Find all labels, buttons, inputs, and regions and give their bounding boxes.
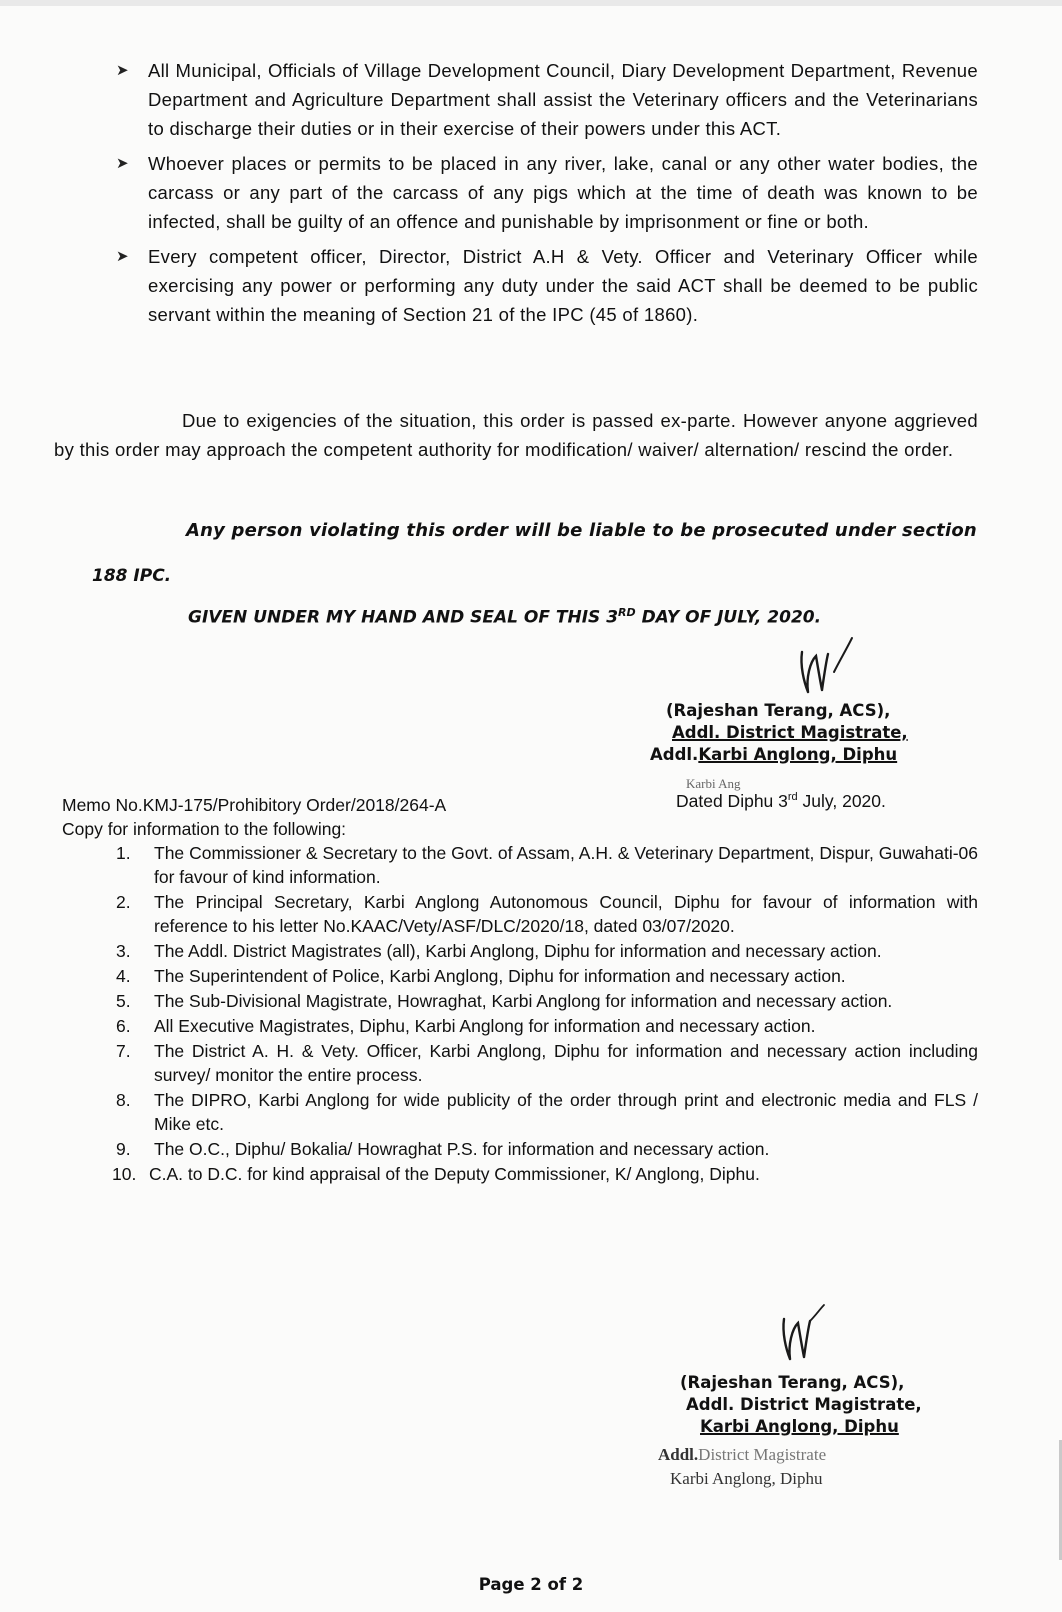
- list-number: 2.: [116, 892, 131, 912]
- list-number: 9.: [116, 1139, 131, 1159]
- list-item: [116, 841, 978, 889]
- list-number: 1.: [116, 843, 131, 863]
- given-under-hand: [188, 606, 821, 628]
- list-number: 3.: [116, 941, 131, 961]
- memo-date-text: Dated Diphu 3: [676, 791, 788, 811]
- bullet-list: [116, 56, 978, 335]
- signature-block-2: [680, 1372, 980, 1438]
- warning-line-2: 188 IPC.: [92, 566, 172, 586]
- memo-number: Memo No.KMJ-175/Prohibitory Order/2018/264-A: [62, 795, 447, 815]
- list-item: [116, 1039, 978, 1087]
- list-number: 6.: [116, 1016, 131, 1036]
- list-text: C.A. to D.C. for kind appraisal of the Deputy Commissioner, K/ Anglong, Diphu.: [149, 1164, 760, 1184]
- list-text: The Principal Secretary, Karbi Anglong Autonomous Council, Diphu for favour of information with reference to his letter No.KAAC/Vety/ASF/DLC/2020/18, dated 03/07/2020.: [154, 892, 978, 936]
- page-number: Page 2 of 2: [478, 1575, 584, 1594]
- list-number: 7.: [116, 1041, 131, 1061]
- bullet-item: [116, 242, 978, 329]
- list-text: The Commissioner & Secretary to the Govt. of Assam, A.H. & Veterinary Department, Dispur, Guwahati-06 for favour of kind information.: [154, 843, 978, 887]
- scan-top-edge: [0, 0, 1062, 6]
- signatory-name: (Rajeshan Terang, ACS),: [666, 701, 891, 720]
- seal-line-2: Karbi Anglong, Diphu: [670, 1469, 823, 1488]
- list-item: [112, 1162, 978, 1186]
- bullet-text: Whoever places or permits to be placed in any river, lake, canal or any other water bodies, the carcass or any part of the carcass of any pigs which at the time of death was known to be infected, shall be guilty of an offence and punishable by imprisonment or fine or both.: [148, 153, 978, 232]
- signatory-name: (Rajeshan Terang, ACS),: [680, 1373, 905, 1392]
- list-item: [116, 989, 978, 1013]
- bullet-item: [116, 56, 978, 143]
- arrow-bullet-icon: ➤: [116, 62, 129, 79]
- official-seal-stamp: [658, 1443, 826, 1491]
- list-text: The District A. H. & Vety. Officer, Karbi Anglong, Diphu for information and necessary action including survey/ monitor the entire process.: [154, 1041, 978, 1085]
- arrow-bullet-icon: ➤: [116, 248, 129, 265]
- place-text: Karbi Anglong, Diphu: [698, 745, 898, 764]
- list-number: 4.: [116, 966, 131, 986]
- signatory-place: [630, 744, 940, 766]
- list-text: The Addl. District Magistrates (all), Karbi Anglong, Diphu for information and necessary action.: [154, 941, 882, 961]
- list-number: 8.: [116, 1090, 131, 1110]
- bullet-text: All Municipal, Officials of Village Development Council, Diary Development Department, Revenue Department and Agriculture Department shall assist the Veterinary officers and the Veterinarians to discharge their duties or in their exercise of their powers under this ACT.: [148, 60, 978, 139]
- signatory-title: [630, 722, 940, 744]
- list-item: [116, 939, 978, 963]
- signature-icon: [790, 632, 860, 700]
- signatory-title: Addl. District Magistrate,: [686, 1395, 922, 1414]
- place-text: Karbi Anglong, Diphu: [700, 1417, 899, 1436]
- exparte-paragraph: Due to exigencies of the situation, this order is passed ex-parte. However anyone aggrieved by this order may approach the competent authority for modification/ waiver/ alternation/ rescind the order.: [54, 410, 978, 460]
- copy-for-heading: Copy for information to the following:: [62, 819, 347, 839]
- given-text: GIVEN UNDER MY HAND AND SEAL OF THIS 3: [188, 607, 619, 628]
- seal-stamp-text: Karbi Ang: [686, 776, 741, 791]
- signatory-place: [680, 1416, 980, 1438]
- list-number: 10.: [112, 1164, 137, 1184]
- given-ordinal: RD: [618, 606, 636, 619]
- memo-date-rest: July, 2020.: [797, 791, 886, 811]
- list-number: 5.: [116, 991, 131, 1011]
- list-text: The DIPRO, Karbi Anglong for wide publicity of the order through print and electronic media and FLS / Mike etc.: [154, 1090, 978, 1134]
- memo-date: [676, 791, 886, 812]
- arrow-bullet-icon: ➤: [116, 155, 129, 172]
- signature-icon: [770, 1297, 840, 1365]
- given-date: DAY OF JULY, 2020.: [635, 607, 822, 628]
- list-text: The Superintendent of Police, Karbi Anglong, Diphu for information and necessary action.: [154, 966, 846, 986]
- memo-date-ordinal: rd: [787, 791, 798, 804]
- copy-list: [112, 841, 978, 1187]
- list-item: [116, 1014, 978, 1038]
- list-text: The O.C., Diphu/ Bokalia/ Howraghat P.S. for information and necessary action.: [154, 1139, 770, 1159]
- signatory-title-text: Addl. District Magistrate,: [672, 723, 908, 742]
- list-item: [116, 1088, 978, 1136]
- bullet-text: Every competent officer, Director, District A.H & Vety. Officer and Veterinary Officer while exercising any power or performing any duty under the said ACT shall be deemed to be public servant within the meaning of Section 21 of the IPC (45 of 1860).: [148, 246, 978, 325]
- seal-title: District Magistrate: [698, 1445, 827, 1464]
- seal-prefix: Addl.: [658, 1445, 699, 1464]
- list-text: The Sub-Divisional Magistrate, Howraghat, Karbi Anglong for information and necessary action.: [154, 991, 893, 1011]
- list-item: [116, 964, 978, 988]
- signature-block-1: [630, 700, 940, 766]
- list-text: All Executive Magistrates, Diphu, Karbi Anglong for information and necessary action.: [154, 1016, 816, 1036]
- warning-line-1: Any person violating this order will be liable to be prosecuted under section: [186, 520, 977, 541]
- place-prefix: Addl.: [650, 745, 699, 764]
- list-item: [116, 890, 978, 938]
- bullet-item: [116, 149, 978, 236]
- list-item: [116, 1137, 978, 1161]
- seal-line-1: [658, 1443, 826, 1467]
